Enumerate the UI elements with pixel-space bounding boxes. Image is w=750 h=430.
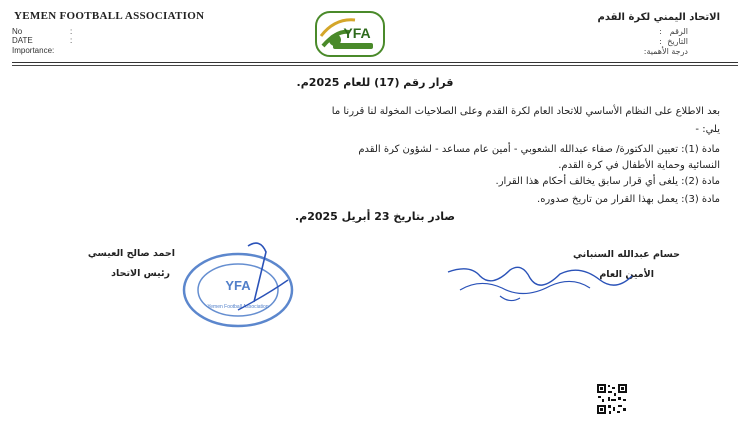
yfa-logo <box>315 10 385 58</box>
field-label: Importance: <box>12 46 55 55</box>
logo-text: YFA <box>343 25 371 41</box>
article-2: مادة (2): يلغى أي قرار سابق يخالف أحكام هذا القرار. <box>495 176 720 187</box>
article-1-line-2: النسائية وحماية الأطفال في كرة القدم. <box>558 160 720 171</box>
intro-line-2: يلي: - <box>695 124 720 135</box>
issue-date: صادر بتاريخ 23 أبريل 2025م. <box>294 210 456 223</box>
president-title: رئيس الاتحاد <box>111 268 170 279</box>
secretary-general-name: حسام عبدالله السنباني <box>573 249 680 260</box>
qr-code <box>596 383 628 415</box>
header-divider-thin <box>12 65 738 66</box>
header-left <box>14 10 274 22</box>
decision-title: قرار رقم (17) للعام 2025م. <box>296 76 454 89</box>
field-label: No <box>12 27 23 36</box>
header-divider <box>12 62 738 63</box>
president-name: احمد صالح العيسي <box>87 248 175 259</box>
field-date-en: DATE : <box>12 36 73 45</box>
official-stamp <box>178 240 318 330</box>
header-right <box>500 12 720 23</box>
field-no-ar-colon: : <box>659 27 662 36</box>
secretary-signature <box>440 258 640 308</box>
article-1-line-1: مادة (1): تعيين الدكتورة/ صفاء عبدالله الشعوبي - أمين عام مساعد - لشؤون كرة القدم <box>358 144 720 155</box>
intro-line-1: بعد الاطلاع على النظام الأساسي للاتحاد العام لكرة القدم وعلى الصلاحيات المخولة لنا قررنا ما <box>331 106 720 117</box>
org-name-en: YEMEN FOOTBALL ASSOCIATION <box>14 10 205 22</box>
field-no-ar: الرقم <box>669 27 688 36</box>
field-importance-ar: درجة الأهمية: <box>643 47 688 56</box>
field-no-en: No : <box>12 27 73 36</box>
secretary-general-title: الأمين العام <box>599 269 654 280</box>
article-3: مادة (3): يعمل بهذا القرار من تاريخ صدوره. <box>537 194 720 205</box>
field-label: DATE <box>12 36 33 45</box>
org-name-ar: الاتحاد اليمني لكرة القدم <box>597 12 720 23</box>
stamp-center-text: YFA <box>225 278 251 293</box>
field-importance-en <box>12 46 70 55</box>
field-date-ar-colon: : <box>659 37 662 46</box>
field-date-ar: التاريخ <box>667 37 688 46</box>
stamp-ring-text: Yemen Football Association <box>207 304 269 310</box>
